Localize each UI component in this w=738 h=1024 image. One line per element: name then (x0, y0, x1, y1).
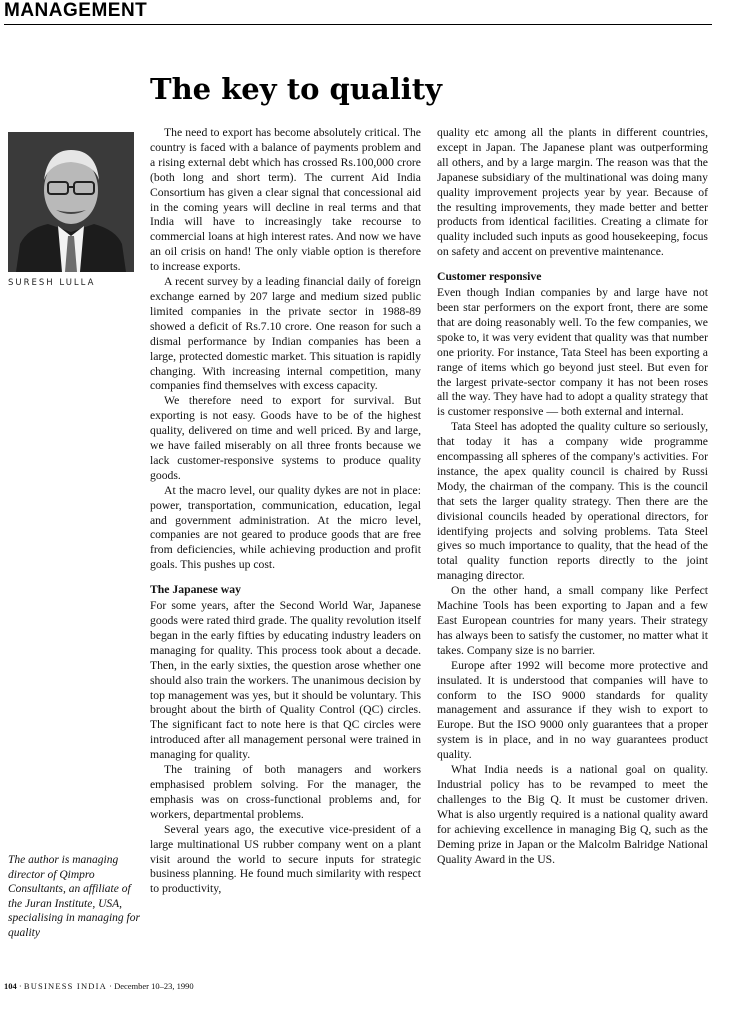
paragraph: Europe after 1992 will become more protective and insulated. It is understood that companies will have to conform to the ISO 9000 standards for quality management and assurance if they wish to export to Europe. But the ISO 9000 only guarantees that a proper system is in place, and in no way guarantees product quality. (437, 658, 708, 762)
paragraph: The need to export has become absolutely critical. The country is faced with a balance of payments problem and a rising external debt which has crossed Rs.100,000 crore (both long and short term). The current Aid India Consortium has given a clear signal that concessional aid in the coming years will decline in real terms and that India will have to increasingly take recourse to commercial loans at high interest rates. And now we have an oil crisis on hand! The only viable option is therefore to increase exports. (150, 126, 421, 274)
paragraph: The training of both managers and workers emphasised problem solving. For the manager, the emphasis was on cross-functional problems and, for workers, departmental problems. (150, 763, 421, 821)
paragraph: We therefore need to export for survival. But exporting is not easy. Goods have to be of the highest quality, delivered on time and well priced. By and large, we have failed miserably on all three fronts because we lack customer-responsive systems to produce quality goods. (150, 394, 421, 482)
article-column-1 (150, 126, 421, 897)
section-label: MANAGEMENT (4, 0, 148, 21)
page-footer: 104 · BUSINESS INDIA · December 10–23, 1990 (4, 981, 194, 991)
author-portrait (8, 132, 134, 272)
paragraph: Even though Indian companies by and large have not been star performers on the export front, there are some that are doing reasonably well. To the few companies, we spoke to, it was very evident that quality was that number one priority. For instance, Tata Steel has been exporting a range of items which go beyond just steel. But even for the largest private-sector company it has not been roses all the way. They have had to adopt a quality strategy that is customer responsive — both external and internal. (437, 286, 708, 419)
issue-date: December 10–23, 1990 (114, 981, 194, 991)
publication-name: BUSINESS INDIA (23, 981, 107, 991)
paragraph: quality etc among all the plants in different countries, except in Japan. The Japanese plant was outperforming all others, and by a large margin. The reason was that the Japanese subsidiary of the multinational was doing many quality improvement projects year by year. Because of the resulting improvements, they made better and better products from identical facilities. Creating a climate for quality included such inputs as good housekeeping, focus on safety and accent on preventive maintenance. (437, 126, 708, 259)
paragraph: What India needs is a national goal on quality. Industrial policy has to be revamped to meet the challenges to the Big Q. It must be customer driven. What is also urgently required is a national quality award for achieving excellence in managing Big Q, such as the Deming prize in Japan or the Malcolm Balridge National Quality Award in the US. (437, 763, 708, 866)
paragraph: Tata Steel has adopted the quality culture so seriously, that today it has a company wide programme encompassing all spheres of the company's activities. For instance, the apex quality council is chaired by Russi Mody, the chairman of the company. This is the council that sets the larger quality strategy. Then there are the divisional councils headed by operational directors, for identifying projects and solving problems. Tata Steel gives so much importance to quality, that the head of the total quality function reports directly to the joint managing director. (437, 420, 708, 583)
paragraph: At the macro level, our quality dykes are not in place: power, transportation, communication, education, legal and government administration. At the micro level, companies are not geared to produce goods that are free from deficiencies, while achieving production and profit goals. This pushes up cost. (150, 483, 421, 572)
article-column-2 (437, 126, 708, 867)
author-bio: The author is managing director of Qimpro Consultants, an affiliate of the Juran Institute, USA, specialising in managing for quality (8, 854, 140, 939)
article-headline: The key to quality (150, 72, 442, 106)
subheading: Customer responsive (437, 270, 542, 284)
paragraph: Several years ago, the executive vice-president of a large multinational US rubber company went on a plant visit around the world to secure inputs for strategic business planning. He found much similarity with respect to productivity, (150, 822, 421, 896)
paragraph: On the other hand, a small company like Perfect Machine Tools has been exporting to Japan and a few East European countries for many years. Their strategy has always been to satisfy the customer, no matter what it takes. Company size is no barrier. (437, 584, 708, 657)
paragraph: For some years, after the Second World War, Japanese goods were rated third grade. The quality revolution itself began in the early fifties by educating industry leaders on managing for quality. This process took about a decade. Then, in the early sixties, the question arose whether one should also train the workers. The unanimous decision by top management was yes, but it should be voluntary. This brought about the birth of Quality Control (QC) circles. The significant fact to note here is that QC circles were introduced after all management personal were trained in managing for quality. (150, 599, 421, 762)
paragraph: A recent survey by a leading financial daily of foreign exchange earned by 207 large and medium sized public limited companies in the private sector in 1988-89 showed a deficit of Rs.7.10 crore. One reason for such a dismal performance by Indian companies has been a large, protected domestic market. This situation is rapidly changing. With increasing internal competition, many companies find themselves with excess capacity. (150, 275, 421, 393)
header-rule (4, 24, 712, 25)
subheading: The Japanese way (150, 583, 241, 597)
photo-caption: SURESH LULLA (8, 278, 96, 288)
page-number: 104 (4, 981, 17, 991)
